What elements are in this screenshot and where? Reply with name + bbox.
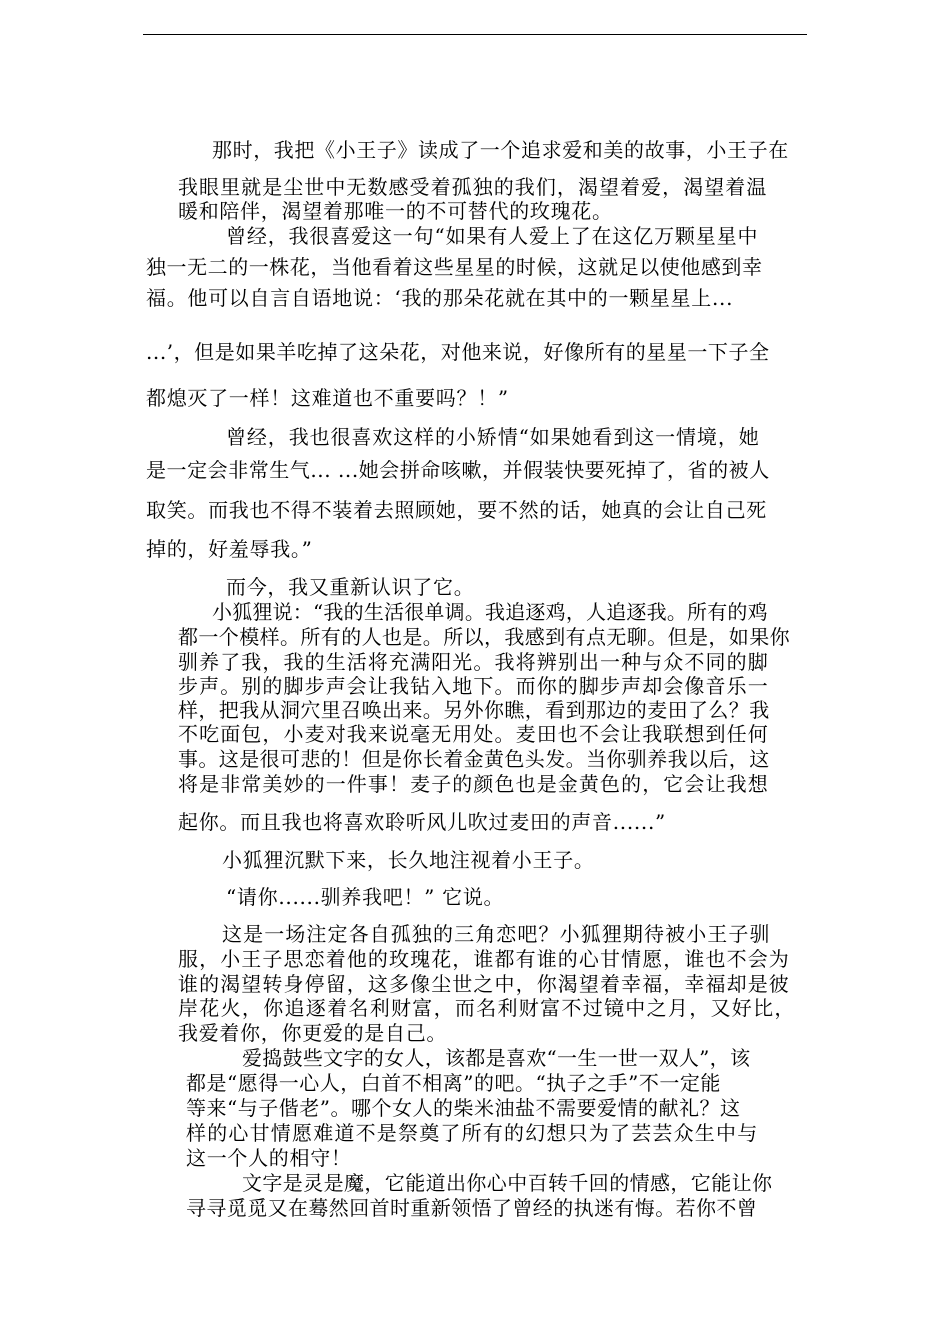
text-line: 是一定会非常生气... ...她会拼命咳嗽，并假装快要死掉了，省的被人 (146, 458, 770, 482)
text-line: 将是非常美妙的一件事！麦子的颜色也是金黄色的，它会让我想 (178, 772, 769, 796)
text-line: 而今，我又重新认识了它。 (226, 575, 475, 599)
text-line: 等来“与子偕老”。哪个女人的柴米油盐不需要爱情的献礼？这 (186, 1096, 741, 1120)
text-line: 我爱着你，你更爱的是自己。 (178, 1021, 448, 1045)
text-line: 文字是灵是魔，它能道出你心中百转千回的情感，它能让你 (242, 1171, 773, 1195)
text-line: 样的心甘情愿难道不是祭奠了所有的幻想只为了芸芸众生中与 (186, 1121, 759, 1145)
text-line: 掉的，好羞辱我。” (146, 537, 313, 561)
text-line: 都熄灭了一样！这难道也不重要吗？！” (146, 386, 509, 410)
text-line: 服，小王子思恋着他的玫瑰花，谁都有谁的心甘情愿，谁也不会为 (178, 947, 790, 971)
text-line: 步声。别的脚步声会让我钻入地下。而你的脚步声却会像音乐一 (178, 674, 769, 698)
text-line: 岸花火，你追逐着名利财富，而名利财富不过镜中之月，又好比， (178, 996, 796, 1020)
text-line: 我眼里就是尘世中无数感受着孤独的我们，渴望着爱，渴望着温 (178, 175, 768, 199)
text-line: 都是“愿得一心人，白首不相离”的吧。“执子之手”不一定能 (186, 1071, 721, 1095)
text-line: 都一个模样。所有的人也是。所以，我感到有点无聊。但是，如果你 (178, 625, 790, 649)
text-line: 取笑。而我也不得不装着去照顾她，要不然的话，她真的会让自己死 (146, 498, 767, 522)
text-line: 那时，我把《小王子》读成了一个追求爱和美的故事，小王子在 (212, 138, 789, 162)
text-line: 样，把我从洞穴里召唤出来。另外你瞧，看到那边的麦田了么？我 (178, 698, 770, 722)
text-line: 福。他可以自言自语地说：‘我的那朵花就在其中的一颗星星上... (146, 286, 734, 310)
text-line: 寻寻觅觅又在蓦然回首时重新领悟了曾经的执迷有悔。若你不曾 (186, 1196, 758, 1220)
text-line: 起你。而且我也将喜欢聆听风儿吹过麦田的声音......” (178, 810, 666, 834)
text-line: 曾经，我很喜爱这一句“如果有人爱上了在这亿万颗星星中 (226, 224, 759, 248)
text-line: 不吃面包，小麦对我来说毫无用处。麦田也不会让我联想到任何 (178, 722, 769, 746)
text-line: 驯养了我，我的生活将充满阳光。我将辨别出一种与众不同的脚 (178, 650, 769, 674)
text-line: 事。这是很可悲的！但是你长着金黄色头发。当你驯养我以后，这 (178, 747, 770, 771)
text-line: 曾经，我也很喜欢这样的小矫情“如果她看到这一情境，她 (226, 425, 760, 449)
text-line: 这一个人的相守！ (186, 1146, 352, 1170)
text-line: 这是一场注定各自孤独的三角恋吧？小狐狸期待被小王子驯 (222, 922, 771, 946)
text-line: 爱捣鼓些文字的女人，该都是喜欢“一生一世一双人”，该 (242, 1046, 751, 1070)
text-line: 谁的渴望转身停留，这多像尘世之中，你渴望着幸福，幸福却是彼 (178, 972, 790, 996)
text-line: 独一无二的一株花，当他看着这些星星的时候，这就足以使他感到幸 (146, 255, 763, 279)
text-line: ...’，但是如果羊吃掉了这朵花，对他来说，好像所有的星星一下子全 (146, 340, 770, 364)
text-line: “请你......驯养我吧！” 它说。 (226, 885, 505, 909)
text-line: 暖和陪伴，渴望着那唯一的不可替代的玫瑰花。 (178, 199, 613, 223)
text-line: 小狐狸沉默下来，长久地注视着小王子。 (222, 848, 595, 872)
header-rule (143, 34, 807, 35)
text-line: 小狐狸说：“我的生活很单调。我追逐鸡，人追逐我。所有的鸡 (212, 600, 768, 624)
